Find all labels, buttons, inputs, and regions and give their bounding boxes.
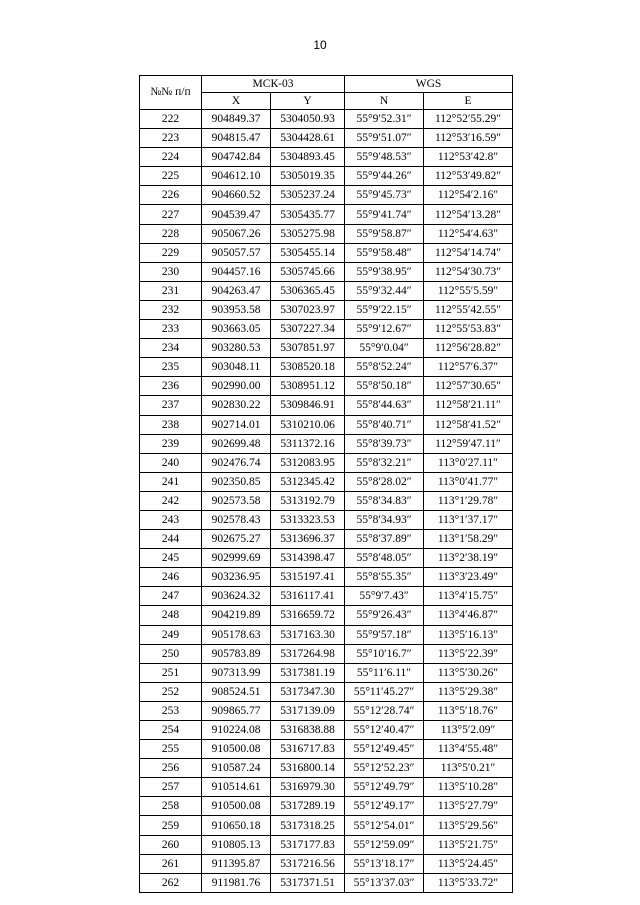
- table-row: [140, 816, 513, 835]
- coordinates-table: [139, 75, 513, 893]
- cell-point-number: 247: [140, 587, 202, 606]
- cell-n: 55°12′59.09″: [345, 835, 424, 854]
- table-row: [140, 530, 513, 549]
- cell-n: 55°8′39.73″: [345, 434, 424, 453]
- cell-n: 55°9′22.15″: [345, 300, 424, 319]
- cell-point-number: 224: [140, 148, 202, 167]
- cell-y: 5312345.42: [271, 472, 345, 491]
- table-row: [140, 797, 513, 816]
- cell-x: 902573.58: [202, 491, 271, 510]
- cell-x: 904742.84: [202, 148, 271, 167]
- cell-n: 55°13′37.03″: [345, 873, 424, 892]
- cell-x: 909865.77: [202, 701, 271, 720]
- cell-y: 5317318.25: [271, 816, 345, 835]
- cell-point-number: 249: [140, 625, 202, 644]
- cell-point-number: 254: [140, 721, 202, 740]
- cell-y: 5313696.37: [271, 530, 345, 549]
- cell-y: 5307851.97: [271, 339, 345, 358]
- cell-point-number: 258: [140, 797, 202, 816]
- cell-point-number: 228: [140, 224, 202, 243]
- cell-point-number: 231: [140, 281, 202, 300]
- cell-n: 55°8′34.93″: [345, 510, 424, 529]
- cell-x: 908524.51: [202, 682, 271, 701]
- cell-n: 55°9′57.18″: [345, 625, 424, 644]
- header-e: E: [424, 93, 513, 110]
- cell-e: 113°4′15.75″: [424, 587, 513, 606]
- cell-n: 55°9′58.87″: [345, 224, 424, 243]
- cell-y: 5312083.95: [271, 453, 345, 472]
- cell-point-number: 233: [140, 320, 202, 339]
- cell-y: 5317381.19: [271, 663, 345, 682]
- cell-n: 55°13′18.17″: [345, 854, 424, 873]
- cell-y: 5309846.91: [271, 396, 345, 415]
- cell-e: 112°54′2.16″: [424, 186, 513, 205]
- cell-x: 905057.57: [202, 243, 271, 262]
- table-row: [140, 339, 513, 358]
- table-row: [140, 568, 513, 587]
- cell-y: 5314398.47: [271, 549, 345, 568]
- cell-e: 113°5′18.76″: [424, 701, 513, 720]
- cell-n: 55°8′40.71″: [345, 415, 424, 434]
- cell-e: 112°52′55.29″: [424, 110, 513, 129]
- cell-n: 55°9′7.43″: [345, 587, 424, 606]
- cell-point-number: 230: [140, 262, 202, 281]
- cell-x: 903048.11: [202, 358, 271, 377]
- cell-e: 112°54′4.63″: [424, 224, 513, 243]
- cell-x: 910650.18: [202, 816, 271, 835]
- table-row: [140, 587, 513, 606]
- cell-e: 113°1′58.29″: [424, 530, 513, 549]
- table-row: [140, 606, 513, 625]
- cell-n: 55°8′50.18″: [345, 377, 424, 396]
- table-row: [140, 740, 513, 759]
- table-row: [140, 224, 513, 243]
- cell-y: 5316979.30: [271, 778, 345, 797]
- cell-y: 5317264.98: [271, 644, 345, 663]
- cell-e: 113°5′2.09″: [424, 721, 513, 740]
- cell-x: 902990.00: [202, 377, 271, 396]
- header-msk03-group: МСК-03: [202, 76, 345, 93]
- cell-y: 5313323.53: [271, 510, 345, 529]
- cell-y: 5316717.83: [271, 740, 345, 759]
- cell-x: 902830.22: [202, 396, 271, 415]
- cell-e: 113°2′38.19″: [424, 549, 513, 568]
- cell-x: 905067.26: [202, 224, 271, 243]
- table-header: [140, 76, 513, 110]
- cell-e: 113°5′29.56″: [424, 816, 513, 835]
- cell-e: 113°5′0.21″: [424, 759, 513, 778]
- cell-e: 112°54′14.74″: [424, 243, 513, 262]
- cell-e: 112°53′49.82″: [424, 167, 513, 186]
- cell-y: 5317163.30: [271, 625, 345, 644]
- cell-point-number: 260: [140, 835, 202, 854]
- table-row: [140, 453, 513, 472]
- cell-y: 5317347.30: [271, 682, 345, 701]
- cell-n: 55°9′48.53″: [345, 148, 424, 167]
- cell-e: 112°55′5.59″: [424, 281, 513, 300]
- cell-n: 55°12′28.74″: [345, 701, 424, 720]
- cell-y: 5304050.93: [271, 110, 345, 129]
- cell-e: 112°54′30.73″: [424, 262, 513, 281]
- table-row: [140, 377, 513, 396]
- cell-point-number: 223: [140, 129, 202, 148]
- cell-e: 113°5′29.38″: [424, 682, 513, 701]
- table-row: [140, 262, 513, 281]
- header-n: N: [345, 93, 424, 110]
- cell-point-number: 255: [140, 740, 202, 759]
- cell-e: 113°4′46.87″: [424, 606, 513, 625]
- cell-point-number: 227: [140, 205, 202, 224]
- cell-x: 904660.52: [202, 186, 271, 205]
- table-row: [140, 396, 513, 415]
- cell-x: 904849.37: [202, 110, 271, 129]
- cell-x: 902675.27: [202, 530, 271, 549]
- header-point-number: №№ п/п: [140, 76, 202, 110]
- header-y: Y: [271, 93, 345, 110]
- cell-point-number: 235: [140, 358, 202, 377]
- cell-x: 910514.61: [202, 778, 271, 797]
- cell-x: 902476.74: [202, 453, 271, 472]
- cell-x: 905178.63: [202, 625, 271, 644]
- cell-x: 903663.05: [202, 320, 271, 339]
- cell-x: 904457.16: [202, 262, 271, 281]
- cell-e: 113°5′27.79″: [424, 797, 513, 816]
- cell-y: 5310210.06: [271, 415, 345, 434]
- cell-point-number: 226: [140, 186, 202, 205]
- table-row: [140, 510, 513, 529]
- table-row: [140, 205, 513, 224]
- cell-n: 55°9′32.44″: [345, 281, 424, 300]
- cell-y: 5316838.88: [271, 721, 345, 740]
- cell-x: 910587.24: [202, 759, 271, 778]
- cell-y: 5317371.51: [271, 873, 345, 892]
- cell-n: 55°9′45.73″: [345, 186, 424, 205]
- cell-point-number: 236: [140, 377, 202, 396]
- cell-x: 910224.08: [202, 721, 271, 740]
- page-number: 10: [313, 38, 327, 52]
- cell-point-number: 241: [140, 472, 202, 491]
- cell-y: 5305745.66: [271, 262, 345, 281]
- table-row: [140, 186, 513, 205]
- table-row: [140, 300, 513, 319]
- cell-y: 5316117.41: [271, 587, 345, 606]
- cell-y: 5317289.19: [271, 797, 345, 816]
- cell-point-number: 232: [140, 300, 202, 319]
- cell-y: 5305455.14: [271, 243, 345, 262]
- cell-point-number: 250: [140, 644, 202, 663]
- cell-e: 113°5′30.26″: [424, 663, 513, 682]
- table-row: [140, 415, 513, 434]
- table-row: [140, 625, 513, 644]
- cell-e: 113°5′33.72″: [424, 873, 513, 892]
- cell-x: 904612.10: [202, 167, 271, 186]
- table-row: [140, 721, 513, 740]
- cell-e: 112°57′6.37″: [424, 358, 513, 377]
- table-row: [140, 682, 513, 701]
- cell-point-number: 229: [140, 243, 202, 262]
- cell-n: 55°8′28.02″: [345, 472, 424, 491]
- cell-e: 113°0′27.11″: [424, 453, 513, 472]
- cell-x: 903280.53: [202, 339, 271, 358]
- cell-point-number: 237: [140, 396, 202, 415]
- table-row: [140, 110, 513, 129]
- cell-e: 113°1′37.17″: [424, 510, 513, 529]
- cell-n: 55°10′16.7″: [345, 644, 424, 663]
- cell-x: 903236.95: [202, 568, 271, 587]
- cell-n: 55°9′44.26″: [345, 167, 424, 186]
- cell-x: 904263.47: [202, 281, 271, 300]
- cell-y: 5317177.83: [271, 835, 345, 854]
- table-row: [140, 759, 513, 778]
- cell-x: 902699.48: [202, 434, 271, 453]
- table-row: [140, 778, 513, 797]
- cell-e: 113°5′24.45″: [424, 854, 513, 873]
- cell-n: 55°8′34.83″: [345, 491, 424, 510]
- cell-point-number: 242: [140, 491, 202, 510]
- cell-n: 55°9′41.74″: [345, 205, 424, 224]
- cell-n: 55°12′54.01″: [345, 816, 424, 835]
- cell-e: 113°5′10.28″: [424, 778, 513, 797]
- cell-point-number: 259: [140, 816, 202, 835]
- cell-e: 113°5′16.13″: [424, 625, 513, 644]
- cell-n: 55°12′49.79″: [345, 778, 424, 797]
- cell-point-number: 243: [140, 510, 202, 529]
- cell-n: 55°9′26.43″: [345, 606, 424, 625]
- cell-e: 113°5′22.39″: [424, 644, 513, 663]
- cell-x: 903953.58: [202, 300, 271, 319]
- table-row: [140, 873, 513, 892]
- cell-n: 55°11′45.27″: [345, 682, 424, 701]
- table-row: [140, 434, 513, 453]
- cell-e: 112°57′30.65″: [424, 377, 513, 396]
- cell-n: 55°8′32.21″: [345, 453, 424, 472]
- cell-y: 5317216.56: [271, 854, 345, 873]
- table-row: [140, 129, 513, 148]
- table-row: [140, 148, 513, 167]
- cell-x: 904539.47: [202, 205, 271, 224]
- cell-n: 55°9′12.67″: [345, 320, 424, 339]
- table-row: [140, 835, 513, 854]
- cell-x: 907313.99: [202, 663, 271, 682]
- cell-n: 55°8′44.63″: [345, 396, 424, 415]
- cell-y: 5305435.77: [271, 205, 345, 224]
- cell-point-number: 234: [140, 339, 202, 358]
- cell-x: 902999.69: [202, 549, 271, 568]
- cell-e: 113°5′21.75″: [424, 835, 513, 854]
- table-row: [140, 644, 513, 663]
- cell-e: 112°53′42.8″: [424, 148, 513, 167]
- cell-y: 5307023.97: [271, 300, 345, 319]
- cell-point-number: 244: [140, 530, 202, 549]
- table-row: [140, 167, 513, 186]
- table-row: [140, 320, 513, 339]
- cell-e: 112°54′13.28″: [424, 205, 513, 224]
- cell-x: 910805.13: [202, 835, 271, 854]
- cell-x: 911981.76: [202, 873, 271, 892]
- cell-n: 55°9′38.95″: [345, 262, 424, 281]
- cell-y: 5307227.34: [271, 320, 345, 339]
- cell-x: 904815.47: [202, 129, 271, 148]
- cell-e: 112°58′41.52″: [424, 415, 513, 434]
- cell-y: 5305275.98: [271, 224, 345, 243]
- cell-y: 5304893.45: [271, 148, 345, 167]
- cell-n: 55°12′52.23″: [345, 759, 424, 778]
- cell-x: 911395.87: [202, 854, 271, 873]
- table-body: [140, 110, 513, 893]
- cell-n: 55°8′55.35″: [345, 568, 424, 587]
- cell-x: 903624.32: [202, 587, 271, 606]
- cell-n: 55°12′49.45″: [345, 740, 424, 759]
- cell-x: 904219.89: [202, 606, 271, 625]
- cell-e: 113°1′29.78″: [424, 491, 513, 510]
- cell-e: 113°4′55.48″: [424, 740, 513, 759]
- cell-y: 5308951.12: [271, 377, 345, 396]
- cell-y: 5305019.35: [271, 167, 345, 186]
- cell-e: 113°0′41.77″: [424, 472, 513, 491]
- table-row: [140, 243, 513, 262]
- cell-point-number: 240: [140, 453, 202, 472]
- table-row: [140, 472, 513, 491]
- cell-point-number: 253: [140, 701, 202, 720]
- table-row: [140, 549, 513, 568]
- cell-n: 55°12′40.47″: [345, 721, 424, 740]
- cell-point-number: 238: [140, 415, 202, 434]
- cell-x: 902714.01: [202, 415, 271, 434]
- cell-point-number: 246: [140, 568, 202, 587]
- cell-x: 910500.08: [202, 797, 271, 816]
- cell-n: 55°8′48.05″: [345, 549, 424, 568]
- cell-point-number: 252: [140, 682, 202, 701]
- cell-point-number: 245: [140, 549, 202, 568]
- cell-e: 112°55′42.55″: [424, 300, 513, 319]
- cell-y: 5305237.24: [271, 186, 345, 205]
- cell-n: 55°9′51.07″: [345, 129, 424, 148]
- cell-point-number: 239: [140, 434, 202, 453]
- cell-point-number: 256: [140, 759, 202, 778]
- cell-x: 902578.43: [202, 510, 271, 529]
- cell-n: 55°9′52.31″: [345, 110, 424, 129]
- cell-x: 910500.08: [202, 740, 271, 759]
- table-row: [140, 358, 513, 377]
- cell-n: 55°9′58.48″: [345, 243, 424, 262]
- cell-e: 112°58′21.11″: [424, 396, 513, 415]
- header-x: X: [202, 93, 271, 110]
- cell-n: 55°8′52.24″: [345, 358, 424, 377]
- cell-y: 5315197.41: [271, 568, 345, 587]
- cell-point-number: 225: [140, 167, 202, 186]
- cell-point-number: 261: [140, 854, 202, 873]
- cell-y: 5316800.14: [271, 759, 345, 778]
- cell-point-number: 257: [140, 778, 202, 797]
- cell-e: 112°53′16.59″: [424, 129, 513, 148]
- cell-n: 55°11′6.11″: [345, 663, 424, 682]
- table-row: [140, 701, 513, 720]
- cell-y: 5311372.16: [271, 434, 345, 453]
- cell-n: 55°9′0.04″: [345, 339, 424, 358]
- cell-y: 5304428.61: [271, 129, 345, 148]
- cell-e: 113°3′23.49″: [424, 568, 513, 587]
- cell-point-number: 262: [140, 873, 202, 892]
- cell-e: 112°59′47.11″: [424, 434, 513, 453]
- cell-y: 5313192.79: [271, 491, 345, 510]
- cell-e: 112°56′28.82″: [424, 339, 513, 358]
- table-row: [140, 281, 513, 300]
- cell-n: 55°12′49.17″: [345, 797, 424, 816]
- cell-x: 902350.85: [202, 472, 271, 491]
- header-wgs-group: WGS: [345, 76, 513, 93]
- table-row: [140, 854, 513, 873]
- cell-y: 5316659.72: [271, 606, 345, 625]
- cell-point-number: 248: [140, 606, 202, 625]
- cell-e: 112°55′53.83″: [424, 320, 513, 339]
- cell-y: 5308520.18: [271, 358, 345, 377]
- cell-y: 5306365.45: [271, 281, 345, 300]
- table-row: [140, 491, 513, 510]
- table-row: [140, 663, 513, 682]
- cell-x: 905783.89: [202, 644, 271, 663]
- cell-point-number: 251: [140, 663, 202, 682]
- cell-y: 5317139.09: [271, 701, 345, 720]
- cell-n: 55°8′37.89″: [345, 530, 424, 549]
- cell-point-number: 222: [140, 110, 202, 129]
